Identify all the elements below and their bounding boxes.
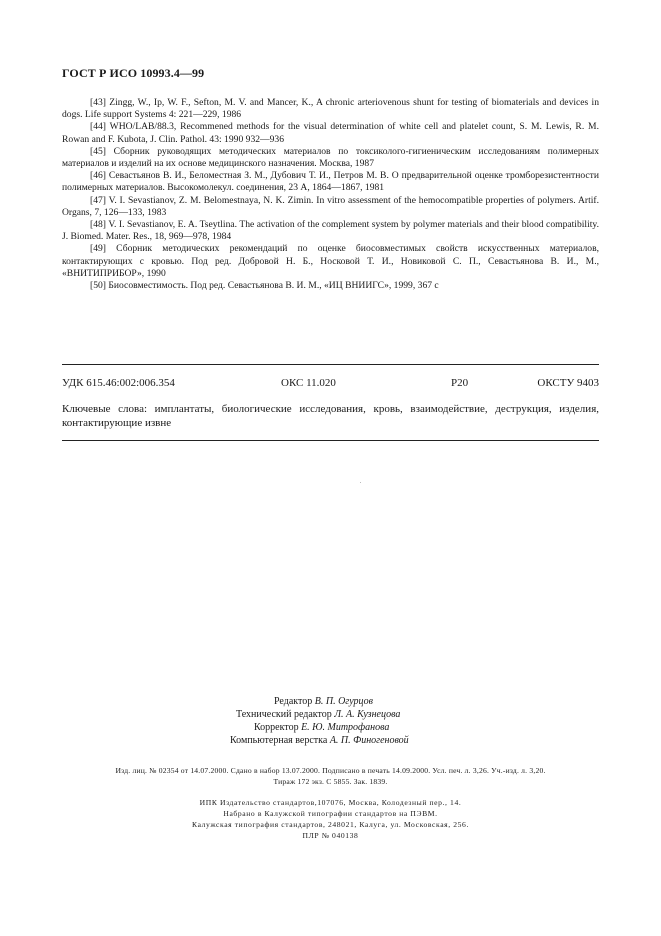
editor-line xyxy=(0,708,661,721)
speck xyxy=(360,482,361,483)
reference-item: [47] V. I. Sevastianov, Z. M. Belomestnaya, N. K. Zimin. In vitro assessment of the hemocompatible properties of polymers. Artif. Organs, 7, 126—133, 1983 xyxy=(62,194,599,218)
editor-name: Л. А. Кузнецова xyxy=(334,709,401,720)
editor-line xyxy=(0,695,661,708)
reference-item: [46] Севастьянов В. И., Беломестная З. М., Дубович Т. И., Петров М. В. О предварительной оценке тромборезистентности полимерных материалов. Высокомолекул. соединения, 23 А, 1864—1867, 1981 xyxy=(62,170,599,194)
oks-code: ОКС 11.020 xyxy=(281,377,336,389)
editor-name: В. П. Огурцов xyxy=(314,696,373,707)
keywords: Ключевые слова: имплантаты, биологические исследования, кровь, взаимодействие, деструкция, изделия, контактирующие извне xyxy=(62,403,599,429)
reference-item: [44] WHO/LAB/88.3, Recommened methods for the visual determination of white cell and platelet count, S. M. Lewis, R. M. Rowan and F. Kubota, J. Clin. Pathol. 43: 1990 932—936 xyxy=(62,121,599,145)
group-code: Р20 xyxy=(451,377,469,389)
reference-item: [48] V. I. Sevastianov, E. A. Tseytlina. The activation of the complement system by polymer materials and their blood compatibility. J. Biomed. Mater. Res., 18, 969—978, 1984 xyxy=(62,219,599,243)
imprint-line: Тираж 172 экз. С 5855. Зак. 1839. xyxy=(273,776,388,786)
bottom-divider xyxy=(62,440,599,441)
editor-role: Компьютерная верстка xyxy=(230,735,328,746)
editor-line xyxy=(0,721,661,734)
publisher-block xyxy=(62,797,599,841)
reference-item: [45] Сборник руководящих методических материалов по токсиколого-гигиеническим исследованиям полимерных материалов и изделий на их основе медицинского назначения. Москва, 1987 xyxy=(62,145,599,170)
reference-item: [50] Биосовместимость. Под ред. Севастьянова В. И. М., «ИЦ ВНИИГС», 1999, 367 с xyxy=(90,280,439,292)
editor-name: А. П. Финогеновой xyxy=(329,735,409,746)
okstu-code: ОКСТУ 9403 xyxy=(537,377,599,389)
imprint-line: Изд. лиц. № 02354 от 14.07.2000. Сдано в набор 13.07.2000. Подписано в печать 14.09.2000. Усл. печ. л. 3,26. Уч.-изд. л. 3,20. xyxy=(115,766,546,775)
standard-header: ГОСТ Р ИСО 10993.4—99 xyxy=(62,66,205,80)
publisher-line: ИПК Издательство стандартов,107076, Москва, Колодезный пер., 14. xyxy=(199,798,462,807)
editor-line xyxy=(0,734,661,747)
classification-row xyxy=(62,377,599,391)
editor-role: Технический редактор xyxy=(236,709,332,720)
imprint-block xyxy=(62,766,599,787)
editorial-credits xyxy=(0,695,661,747)
reference-list xyxy=(62,97,599,292)
top-divider xyxy=(62,364,599,365)
reference-item: [49] Сборник методических рекомендаций по оценке биосовместимых свойств искусственных материалов, контактирующих с кровью. Под ред. Добровой Н. Б., Носковой Т. И., Новиковой С. П., Севастьянова В. И., М., «ВНИТИПРИБОР», 1990 xyxy=(62,243,599,279)
editor-role: Редактор xyxy=(274,696,313,707)
editor-role: Корректор xyxy=(254,722,299,733)
publisher-line: Калужская типография стандартов, 248021, Калуга, ул. Московская, 256. xyxy=(192,820,469,829)
udc-code: УДК 615.46:002:006.354 xyxy=(62,377,175,389)
publisher-line: Набрано в Калужской типографии стандартов на ПЭВМ. xyxy=(223,809,438,818)
publisher-line: ПЛР № 040138 xyxy=(302,831,359,840)
reference-item: [43] Zingg, W., Ip, W. F., Sefton, M. V. and Mancer, K., A chronic arteriovenous shunt for testing of biomaterials and devices in dogs. Life support Systems 4: 221—229, 1986 xyxy=(62,97,599,121)
editor-name: Е. Ю. Митрофанова xyxy=(301,722,390,733)
